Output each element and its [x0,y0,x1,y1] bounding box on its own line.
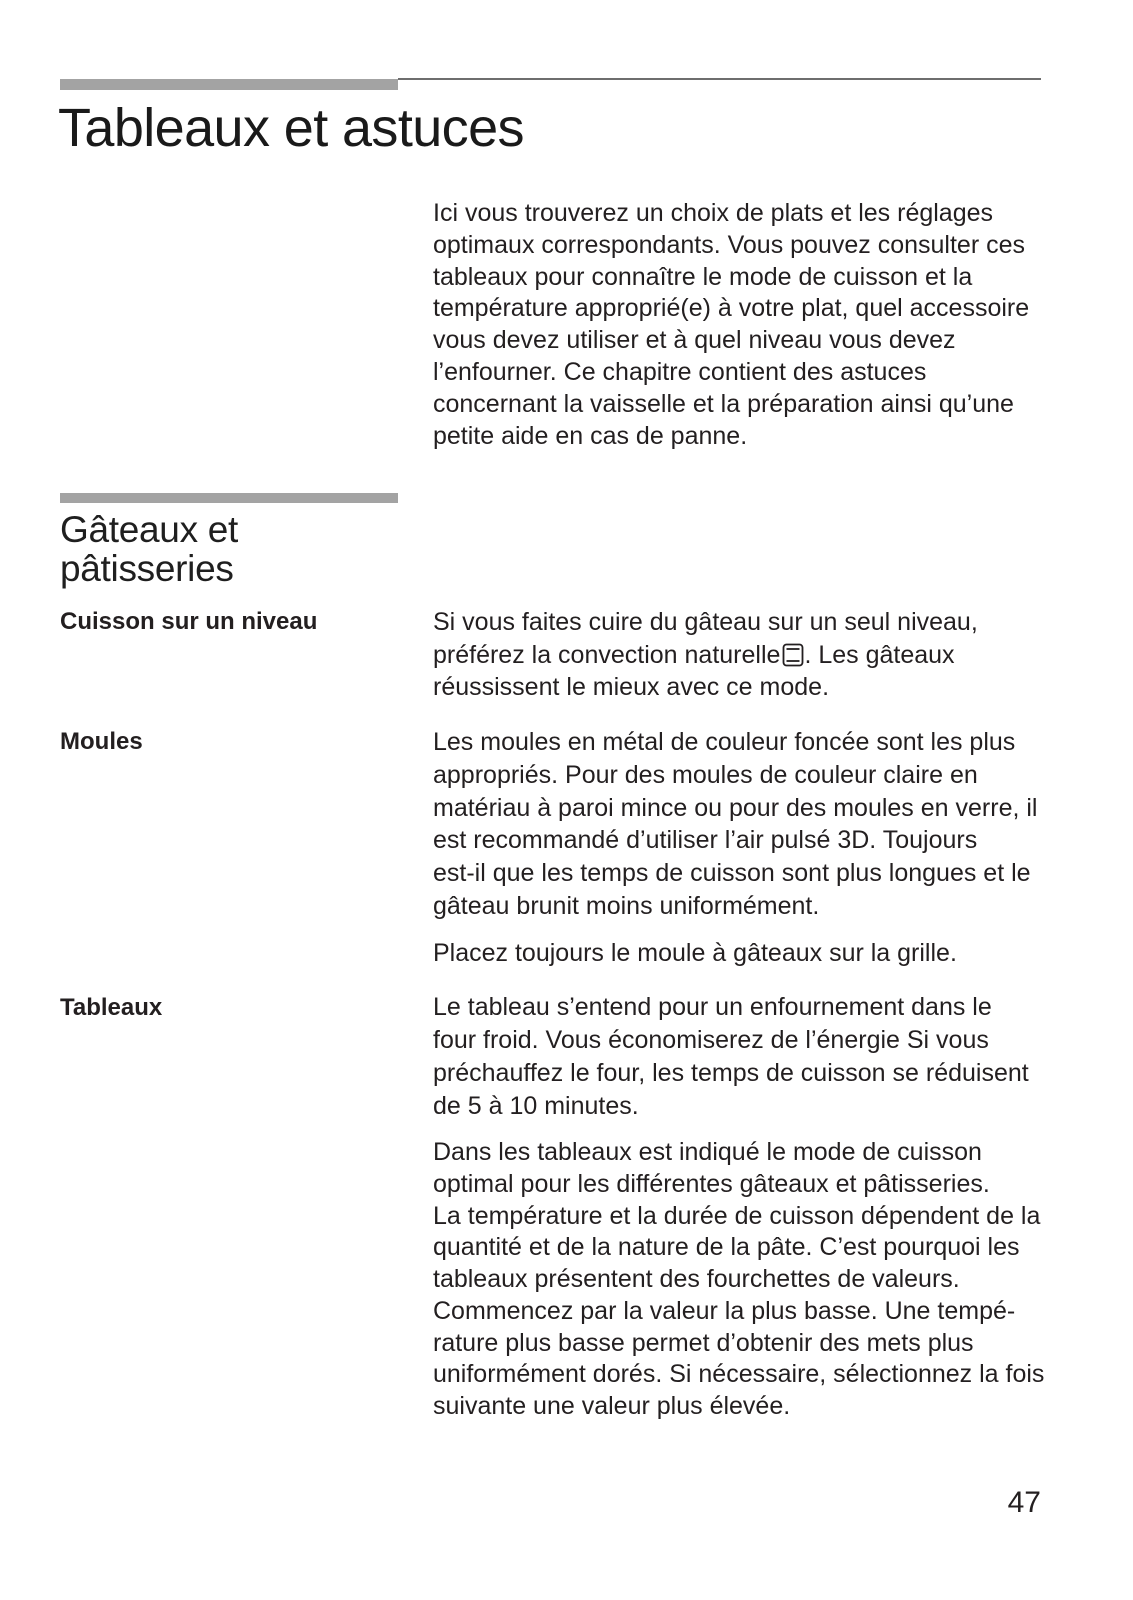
intro-line: optimaux correspondants. Vous pouvez consulter ces [433,230,1026,259]
page-number: 47 [1007,1486,1041,1519]
moules-line: matériau à paroi mince ou pour des moules en verre, il [433,793,1038,822]
moules-line: Les moules en métal de couleur foncée sont les plus [433,728,1016,756]
intro-paragraph [433,198,1029,452]
cuisson-line-with-icon [433,639,978,672]
row-label-cuisson: Cuisson sur un niveau [60,608,318,635]
page-title: Tableaux et astuces [58,98,524,158]
cuisson-line-text-before: préférez la convection naturelle [433,640,781,669]
tableaux-details-line: tableaux présentent des fourchettes de valeurs. [433,1265,960,1293]
tableaux-line: four froid. Vous économiserez de l’énergie Si vous [433,1026,989,1054]
tableaux-line: Le tableau s’entend pour un enfournement dans le [433,993,992,1021]
section-heading-line: pâtisseries [60,547,234,589]
cuisson-paragraph [433,606,978,704]
cuisson-line: réussissent le mieux avec ce mode. [433,673,830,701]
moules-line: est recommandé d’utiliser l’air pulsé 3D. Toujours [433,826,978,855]
row-label-moules: Moules [60,728,143,755]
moules-note-line: Placez toujours le moule à gâteaux sur la grille. [433,939,957,967]
row-label-tableaux: Tableaux [60,994,163,1021]
title-rule-thick [60,79,398,90]
cuisson-line: Si vous faites cuire du gâteau sur un seul niveau, [433,608,978,636]
intro-line: l’enfourner. Ce chapitre contient des astuces [433,357,927,386]
tableaux-details-line: La température et la durée de cuisson dépendent de la [433,1201,1041,1230]
intro-line: petite aide en cas de panne. [433,421,748,450]
tableaux-details-line: suivante une valeur plus élevée. [433,1392,791,1420]
cuisson-line-text-after: . Les gâteaux [804,640,955,669]
convection-naturelle-icon [782,643,804,667]
section-rule [60,493,398,503]
moules-line: appropriés. Pour des moules de couleur claire en [433,760,978,789]
tableaux-details-line: Dans les tableaux est indiqué le mode de cuisson [433,1138,982,1166]
tableaux-line: préchauffez le four, les temps de cuisson se réduisent [433,1059,1029,1087]
tableaux-details-line: optimal pour les différentes gâteaux et pâtisseries. [433,1169,990,1198]
tableaux-details-line: Commencez par la valeur la plus basse. Une tempé- [433,1296,1016,1325]
tableaux-line: de 5 à 10 minutes. [433,1092,639,1120]
title-rule-thin [398,78,1041,80]
section-heading [60,511,238,588]
section-heading-line: Gâteaux et [60,509,239,550]
intro-line: température approprié(e) à votre plat, quel accessoire [433,294,1030,323]
tableaux-details-paragraph [433,1137,1044,1423]
moules-note-paragraph [433,937,957,970]
intro-line: Ici vous trouverez un choix de plats et les réglages [433,199,994,227]
moules-line: est-il que les temps de cuisson sont plus longues et le [433,859,1031,888]
tableaux-paragraph [433,991,1029,1123]
moules-paragraph [433,726,1037,923]
moules-line: gâteau brunit moins uniformément. [433,891,820,920]
tableaux-details-line: rature plus basse permet d’obtenir des mets plus [433,1328,974,1357]
intro-line: concernant la vaisselle et la préparation ainsi qu’une [433,389,1014,418]
tableaux-details-line: uniformément dorés. Si nécessaire, sélectionnez la fois [433,1360,1045,1389]
intro-line: vous devez utiliser et à quel niveau vous devez [433,326,956,355]
intro-line: tableaux pour connaître le mode de cuisson et la [433,262,973,291]
tableaux-details-line: quantité et de la nature de la pâte. C’est pourquoi les [433,1233,1020,1262]
